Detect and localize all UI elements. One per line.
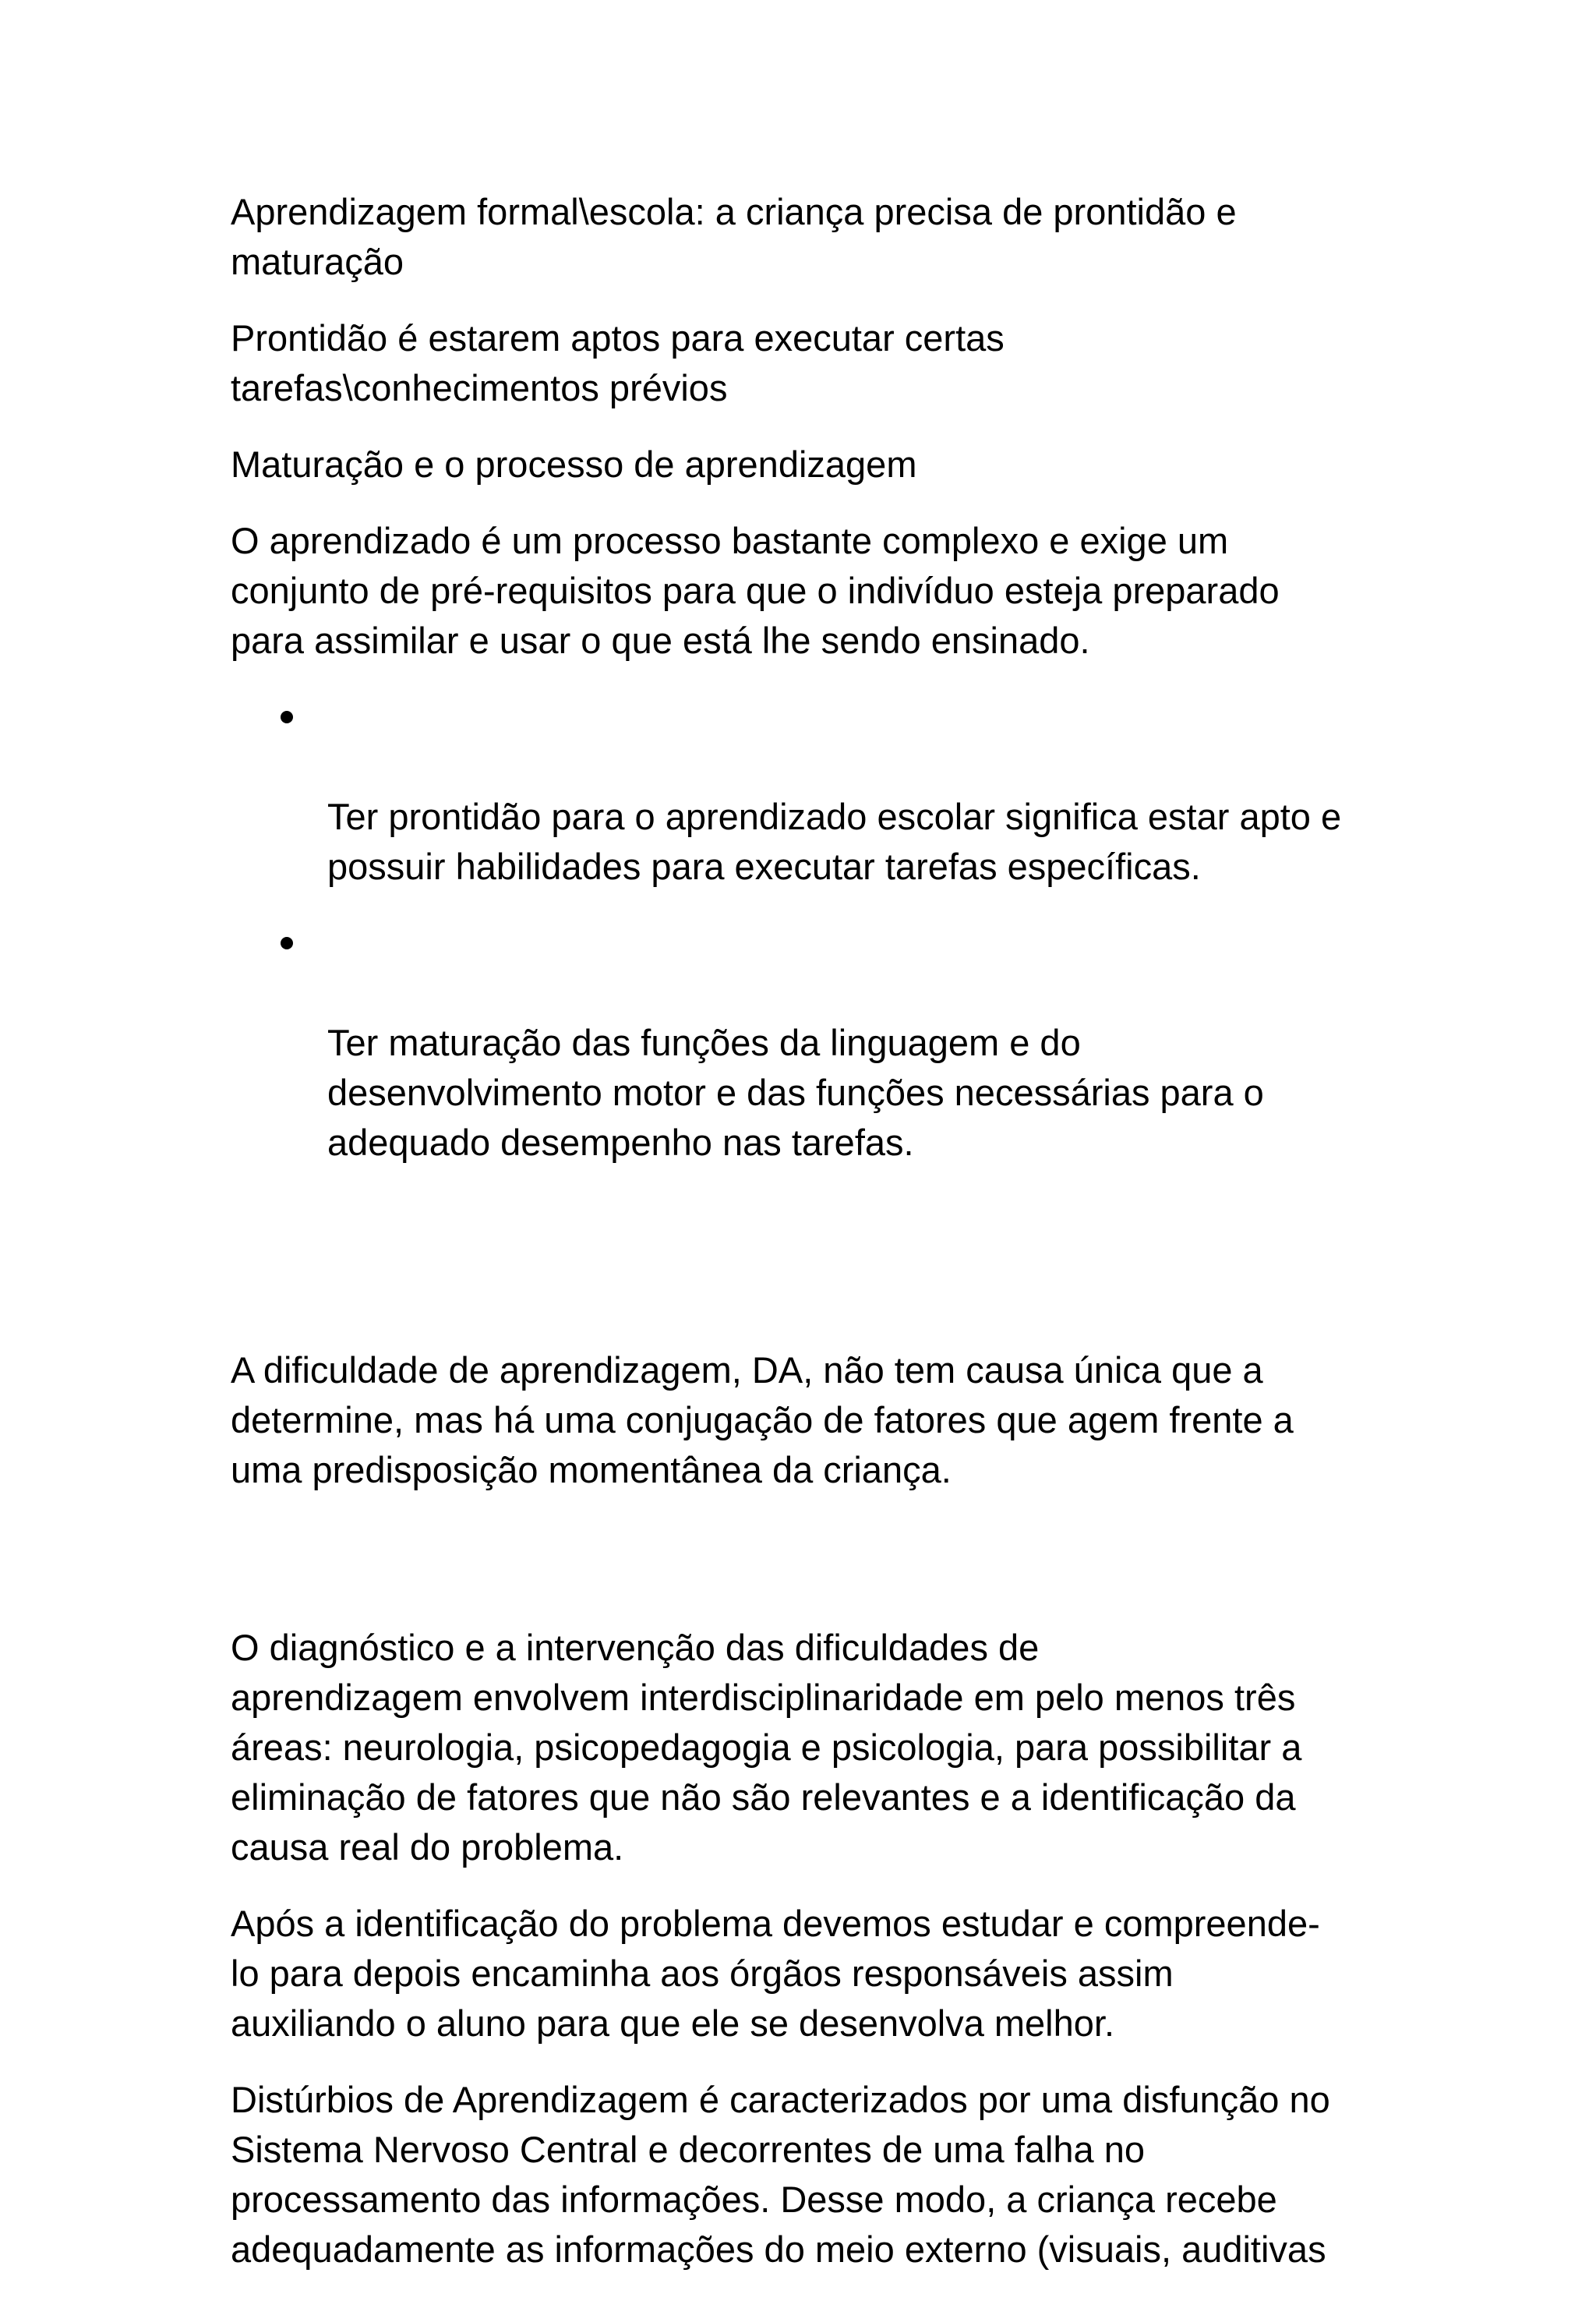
paragraph-readiness-definition: Prontidão é estarem aptos para executar certas tarefas\conhecimentos prévios <box>231 317 1005 408</box>
list-item-maturation <box>327 918 1400 1168</box>
document-body <box>231 187 1400 2301</box>
blank-space <box>231 1522 1400 1623</box>
list-item-text: Ter maturação das funções da linguagem e do desenvolvimento motor e das funções necessárias para o adequado desempenho nas tarefas. <box>327 1022 1264 1163</box>
paragraph-diagnosis: O diagnóstico e a intervenção das dificuldades de aprendizagem envolvem interdisciplinaridade em pelo menos três áreas: neurologia, psicopedagogia e psicologia, para possibilitar a eliminação de fatores que não são relevantes e a identificação da causa real do problema. <box>231 1627 1302 1868</box>
bullet-icon <box>281 711 293 723</box>
paragraph-formal-learning: Aprendizagem formal\escola: a criança precisa de prontidão e maturação <box>231 191 1237 282</box>
blank-space <box>231 1194 1400 1345</box>
prerequisites-list <box>231 692 1400 1168</box>
bullet-icon <box>281 937 293 949</box>
paragraph-learning-disorders: Distúrbios de Aprendizagem é caracterizados por uma disfunção no Sistema Nervoso Central e decorrentes de uma falha no processamento das informações. Desse modo, a criança recebe adequadamente as informações do meio externo (visuais, auditivas <box>231 2079 1330 2270</box>
paragraph-learning-difficulty: A dificuldade de aprendizagem, DA, não tem causa única que a determine, mas há uma conjugação de fatores que agem frente a uma predisposição momentânea da criança. <box>231 1349 1294 1490</box>
paragraph-learning-process: O aprendizado é um processo bastante complexo e exige um conjunto de pré-requisitos para que o indivíduo esteja preparado para assimilar e usar o que está lhe sendo ensinado. <box>231 520 1280 661</box>
paragraph-after-identification: Após a identificação do problema devemos estudar e compreende- lo para depois encaminha aos órgãos responsáveis assim auxiliando o aluno para que ele se desenvolva melhor. <box>231 1903 1320 2044</box>
list-item-text: Ter prontidão para o aprendizado escolar significa estar apto e possuir habilidades para executar tarefas específicas. <box>327 796 1342 887</box>
list-item-readiness <box>327 692 1400 892</box>
paragraph-maturation-heading: Maturação e o processo de aprendizagem <box>231 444 917 485</box>
